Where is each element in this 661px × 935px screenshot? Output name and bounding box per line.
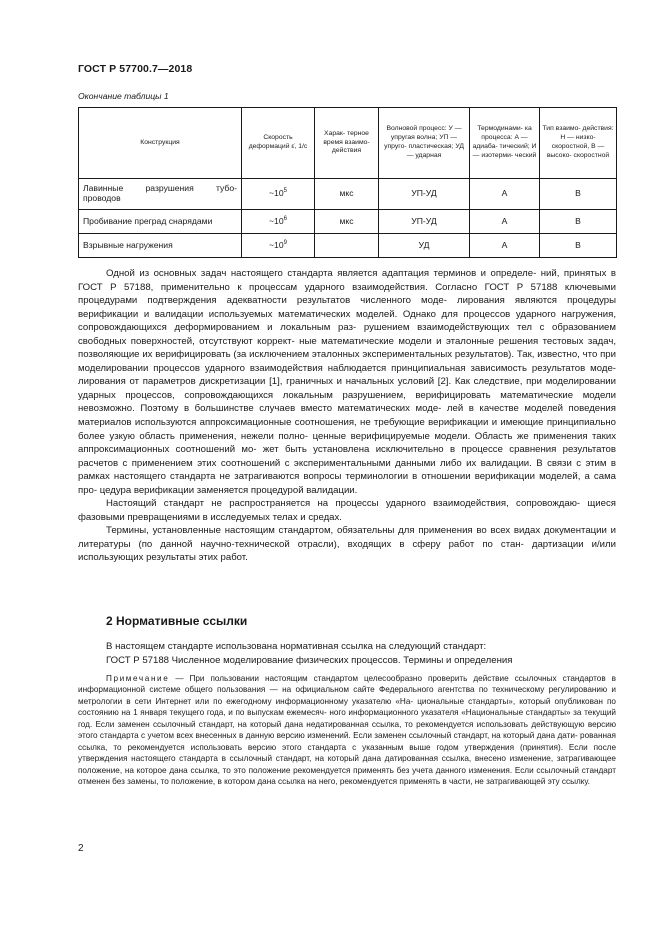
cell-text: ~10 (269, 239, 284, 250)
exponent: 9 (283, 239, 287, 246)
note (78, 673, 616, 788)
column-header: Харак- терное время взаимо- действия (315, 108, 379, 179)
data-table (78, 107, 617, 258)
exponent: 6 (283, 215, 287, 222)
table-row (79, 179, 617, 210)
table-cell: В (540, 234, 617, 258)
table-cell: мкс (315, 179, 379, 210)
table-header-row (79, 108, 617, 179)
table-cell (315, 234, 379, 258)
page-number: 2 (78, 843, 84, 854)
paragraph: Настоящий стандарт не распространяется на процессы ударного взаимодействия, сопровождаю- щиеся фазовыми превращениями в исследуемых телах и средах. (78, 498, 616, 523)
cell-text: проводов (83, 193, 121, 203)
column-header: Термодинами- ка процесса: А — адиаба- тический; И — изотерми- ческий (470, 108, 540, 179)
table-cell (79, 179, 242, 210)
cell-text: ~10 (269, 188, 284, 199)
table-cell (242, 179, 315, 210)
table-row (79, 210, 617, 234)
table-cell: В (540, 210, 617, 234)
table-cell (242, 234, 315, 258)
cell-text: Лавинные разрушения тубо- (83, 183, 237, 194)
references-intro: В настоящем стандарте использована нормативная ссылка на следующий стандарт: (106, 641, 487, 652)
exponent: 5 (283, 188, 287, 195)
column-header: Скорость деформаций ε̇, 1/с (242, 108, 315, 179)
table-cell: А (470, 179, 540, 210)
table-row (79, 234, 617, 258)
reference-item: ГОСТ Р 57188 Численное моделирование физических процессов. Термины и определения (106, 654, 513, 666)
column-header: Конструкция (79, 108, 242, 179)
paragraph: Одной из основных задач настоящего стандарта является адаптация терминов и определе- ний, принятых в ГОСТ Р 57188, применительно к процессам ударного взаимодействия. Согласно ГОСТ Р 57188 ключевыми процедурами подтверждения адекватности результатов численного моде- лирования являются процедуры верификации и валидации используемых математических моделей. Однако для процессов ударного нагружения, сопровождающихся деформированием и локальным раз- рушением взаимодействующих тел с образованием свободных поверхностей, отсутствуют коррект- ные математические модели и эталонные решения тестовых задач, позволяющие их верифицировать (за исключением эталонных экспериментальных результатов). Так, известно, что при моделировании процессов ударного взаимодействия наблюдается принципиальная зависимость результатов моде- лирования от параметров дискретизации [1], граничных и начальных условий [2]. Как следствие, при моделировании ударных процессов, сопровождающихся локальным разрушением, верифицировать математические модели невозможно. Поэтому в большинстве случаев вместо математических моде- лей в качестве моделей поведения материалов используются аппроксимационные соотношения, не требующие верификации и имеющие принципиально более узкую область применения, нежели полно- ценные верифицируемые модели. Область же применения таких аппроксимационных соотношений мо- жет быть установлена исключительно в процессе сравнения результатов расчетов с применением этих соотношений с экспериментальными данными либо их валидации. В связи с этим в рамках настоящего стандарта не затрагиваются вопросы терминологии в отношении верификации моделей, а сама про- цедура верификации заменяется процедурой валидации. (78, 268, 616, 496)
table-cell (242, 210, 315, 234)
cell-text: ~10 (269, 215, 284, 226)
note-paragraph (78, 673, 616, 788)
paragraph: Термины, установленные настоящим стандартом, обязательны для применения во всех видах документации и литературы (по данной научно-технической отрасли), входящих в сферу работ по стан- дартизации и/или использующих результаты этих работ. (78, 525, 616, 564)
column-header: Тип взаимо- действия: Н — низко- скоростной, В — высоко- скоростной (540, 108, 617, 179)
table-cell: А (470, 210, 540, 234)
table-cell: УП-УД (379, 179, 470, 210)
normative-references (78, 640, 616, 667)
note-label: Примечание (106, 674, 170, 683)
table-cell: мкс (315, 210, 379, 234)
document-header: ГОСТ Р 57700.7—2018 (78, 63, 193, 75)
table-cell: Пробивание преград снарядами (79, 210, 242, 234)
note-text: — При пользовании настоящим стандартом целесообразно проверить действие ссылочных стандартов в информационной системе общего пользования — на официальном сайте Федерального агентства по техническому регулированию и метрологии в сети Интернет или по ежегодному информационному указателю «На- циональные стандарты», который опубликован по состоянию на 1 января текущего года, и по выпускам ежемесяч- ного информационного указателя «Национальные стандарты» за текущий год. Если заменен ссылочный стандарт, на который дана недатированная ссылка, то рекомендуется использовать действующую версию этого стандарта с учетом всех внесенных в данную версию изменений. Если заменен ссылочный стандарт, на который дана дати- рованная ссылка, то рекомендуется использовать версию этого стандарта с указанным выше годом утверждения (принятия). Если после утверждения настоящего стандарта в ссылочный стандарт, на который дана датированная ссылка, внесено изменение, затрагивающее положение, на которое дана ссылка, то это положение рекомендуется применять без учета данного изменения. Если ссылочный стандарт отменен без замены, то положение, в котором дана ссылка на него, рекомендуется применять в части, не затрагивающей эту ссылку. (78, 674, 616, 787)
body-text (78, 267, 616, 565)
table-cell: В (540, 179, 617, 210)
table-caption: Окончание таблицы 1 (78, 91, 169, 101)
table-cell: А (470, 234, 540, 258)
section-heading: 2 Нормативные ссылки (106, 614, 248, 628)
table-cell: УД (379, 234, 470, 258)
column-header: Волновой процесс: У — упругая волна; УП — упруго- пластическая; УД — ударная (379, 108, 470, 179)
table-cell: Взрывные нагружения (79, 234, 242, 258)
table-cell: УП-УД (379, 210, 470, 234)
